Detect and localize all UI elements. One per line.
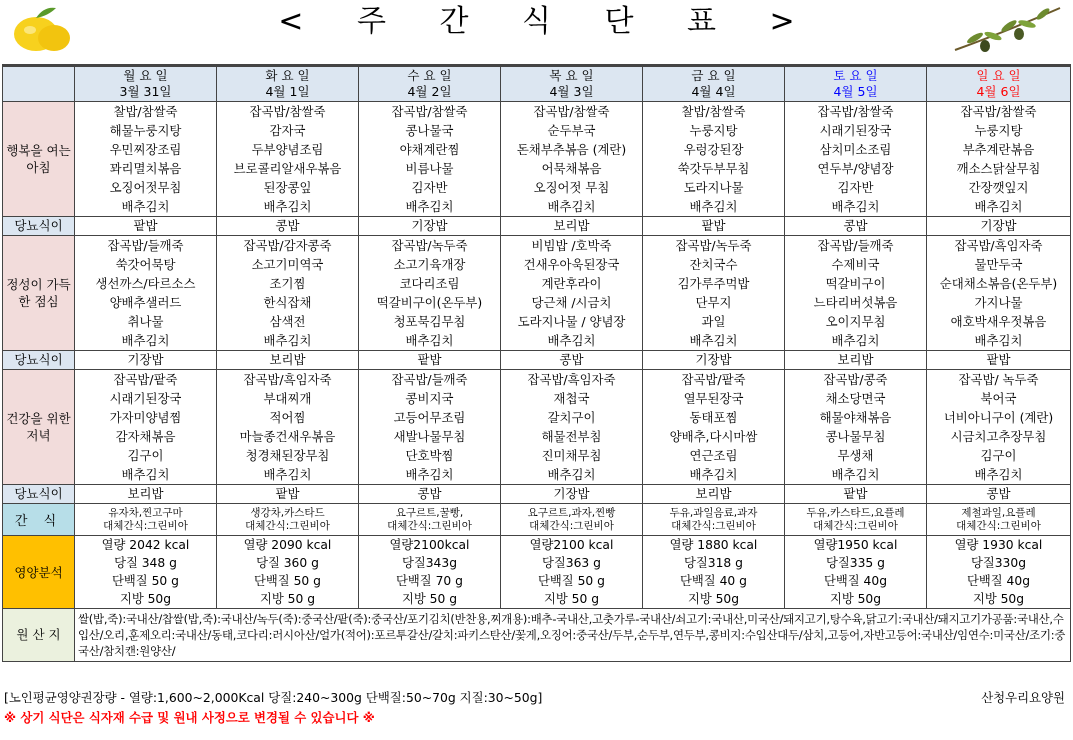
nutrition-cell [359, 536, 501, 609]
dish-item: 된장콩잎 [263, 180, 312, 195]
dish-item: 북어국 [980, 391, 1017, 406]
dinner-sat [785, 370, 927, 485]
carb-value: 당질 348 g [114, 556, 177, 570]
diabetic-cell: 콩밥 [359, 485, 501, 504]
calorie-value: 열량2100 kcal [529, 538, 614, 552]
dinner-row [3, 370, 1071, 485]
dish-item: 코다리조림 [399, 276, 460, 291]
carb-value: 당질335 g [826, 556, 885, 570]
dish-item: 오이지무침 [825, 314, 886, 329]
dish-item: 잡곡밥/흑임자죽 [527, 372, 616, 387]
dish-item: 우민찌장조림 [109, 142, 182, 157]
diabetic-label: 당뇨식이 [3, 217, 75, 236]
calorie-value: 열량1950 kcal [813, 538, 898, 552]
breakfast-sat [785, 102, 927, 217]
dish-item: 양배추샐러드 [109, 295, 182, 310]
snack-cell: 생강차,카스타드 대체간식:그린비아 [217, 504, 359, 536]
diabetic-cell: 팥밥 [927, 351, 1071, 370]
dish-item: 물만두국 [974, 257, 1023, 272]
dinner-thu [501, 370, 643, 485]
fat-value: 지방 50 g [401, 592, 458, 606]
breakfast-tue [217, 102, 359, 217]
dish-item: 오징어젓 무침 [533, 180, 610, 195]
diabetic-cell: 기장밥 [501, 485, 643, 504]
dish-item: 꽈리멸치볶음 [109, 161, 182, 176]
dish-item: 느타리버섯볶음 [813, 295, 898, 310]
day-header-thu: 목 요 일 4월 3일 [501, 66, 643, 102]
day-header-mon: 월 요 일 3월 31일 [75, 66, 217, 102]
dish-item: 잡곡밥/팥죽 [113, 372, 178, 387]
dish-item: 쑥갓어묵탕 [115, 257, 176, 272]
dish-item: 야채계란찜 [399, 142, 460, 157]
organization-name: 산청우리요양원 [981, 690, 1065, 705]
lunch-tue [217, 236, 359, 351]
corner-cell [3, 66, 75, 102]
calorie-value: 열량 2090 kcal [243, 538, 332, 552]
dish-item: 찰밥/참쌀죽 [113, 104, 178, 119]
carb-value: 당질343g [401, 556, 458, 570]
dinner-fri [643, 370, 785, 485]
protein-value: 단백질 50 g [112, 574, 179, 588]
dish-item: 순대채소볶음(온두부) [939, 276, 1058, 291]
dish-item: 가지나물 [974, 295, 1023, 310]
lunch-row [3, 236, 1071, 351]
dish-item: 삼치미소조림 [819, 142, 892, 157]
dish-item: 도라지나물 / 양념장 [517, 314, 626, 329]
dish-item: 열무된장국 [683, 391, 744, 406]
breakfast-wed [359, 102, 501, 217]
dish-item: 오징어젓무침 [109, 180, 182, 195]
dish-item: 배추김치 [831, 199, 880, 214]
dish-item: 배추김치 [547, 333, 596, 348]
dish-item: 떡갈비구이(온두부) [376, 295, 483, 310]
diabetic-cell: 보리밥 [75, 485, 217, 504]
diabetic-cell: 팥밥 [217, 485, 359, 504]
dish-item: 우렁강된장 [683, 142, 744, 157]
diabetic-cell: 보리밥 [501, 217, 643, 236]
dish-item: 부대찌개 [263, 391, 312, 406]
day-header-sat: 토 요 일 4월 5일 [785, 66, 927, 102]
nutrition-cell [75, 536, 217, 609]
olive-branch-icon [945, 2, 1065, 56]
dish-item: 배추김치 [121, 333, 170, 348]
dish-item: 잡곡밥/흑임자죽 [954, 238, 1043, 253]
lunch-mon [75, 236, 217, 351]
dish-item: 삼색전 [269, 314, 306, 329]
dish-item: 해물야채볶음 [819, 410, 892, 425]
dish-item: 배추김치 [405, 467, 454, 482]
dish-item: 무생채 [837, 448, 874, 463]
lemon-icon [6, 2, 76, 56]
dish-item: 배추김치 [689, 333, 738, 348]
dish-item: 잡곡밥/감자콩죽 [243, 238, 332, 253]
diabetic-cell: 기장밥 [643, 351, 785, 370]
dish-item: 한식잡채 [263, 295, 312, 310]
breakfast-fri [643, 102, 785, 217]
dish-item: 시래기된장국 [819, 123, 892, 138]
dish-item: 잡곡밥/녹두죽 [391, 238, 468, 253]
day-header-row [3, 66, 1071, 102]
dish-item: 잡곡밥/참쌀죽 [533, 104, 610, 119]
protein-value: 단백질 40g [967, 574, 1030, 588]
dish-item: 고등어무조림 [393, 410, 466, 425]
diabetic-cell: 보리밥 [785, 351, 927, 370]
page-title: < 주 간 식 단 표 > [278, 4, 817, 39]
dish-item: 잡곡밥/흑임자죽 [243, 372, 332, 387]
diabetic-cell: 기장밥 [75, 351, 217, 370]
dish-item: 배추김치 [547, 199, 596, 214]
dish-item: 배추김치 [689, 467, 738, 482]
dinner-wed [359, 370, 501, 485]
diabetic-cell: 콩밥 [785, 217, 927, 236]
dish-item: 잡곡밥/녹두죽 [675, 238, 752, 253]
dinner-tue [217, 370, 359, 485]
breakfast-row [3, 102, 1071, 217]
lunch-label: 정성이 가득한 점심 [3, 236, 75, 351]
dish-item: 가자미양념찜 [109, 410, 182, 425]
calorie-value: 열량2100kcal [389, 538, 470, 552]
dish-item: 건새우아욱된장국 [523, 257, 620, 272]
dish-item: 청포묵김무침 [393, 314, 466, 329]
dish-item: 잡곡밥/ 녹두죽 [958, 372, 1039, 387]
nutrition-cell [927, 536, 1071, 609]
diabetic-cell: 보리밥 [643, 485, 785, 504]
dish-item: 배추김치 [689, 199, 738, 214]
dish-item: 잡곡밥/콩죽 [823, 372, 888, 387]
dish-item: 잡곡밥/들깨죽 [817, 238, 894, 253]
lunch-diabetic-row [3, 351, 1071, 370]
snack-cell: 두유,카스타드,요플레 대체간식:그린비아 [785, 504, 927, 536]
dish-item: 콩비지국 [405, 391, 454, 406]
dish-item: 깨소스닭살무침 [956, 161, 1041, 176]
dish-item: 김구이 [127, 448, 164, 463]
dish-item: 김구이 [980, 448, 1017, 463]
dish-item: 진미채무침 [541, 448, 602, 463]
protein-value: 단백질 50 g [538, 574, 605, 588]
dish-item: 새발나물무침 [393, 429, 466, 444]
dish-item: 콩나물무침 [825, 429, 886, 444]
diabetic-cell: 팥밥 [75, 217, 217, 236]
lunch-sun [927, 236, 1071, 351]
dish-item: 단호박찜 [405, 448, 454, 463]
dish-item: 비름나물 [405, 161, 454, 176]
protein-value: 단백질 40g [824, 574, 887, 588]
diabetic-label: 당뇨식이 [3, 485, 75, 504]
dish-item: 해물전부침 [541, 429, 602, 444]
nutrition-cell [785, 536, 927, 609]
lunch-wed [359, 236, 501, 351]
dish-item: 김자반 [411, 180, 448, 195]
diabetic-cell: 보리밥 [217, 351, 359, 370]
dish-item: 찰밥/참쌀죽 [681, 104, 746, 119]
snack-cell: 요구르트,꿀빵, 대체간식:그린비아 [359, 504, 501, 536]
dish-item: 도라지나물 [683, 180, 744, 195]
dish-item: 마늘종건새우볶음 [239, 429, 336, 444]
dish-item: 너비아니구이 (계란) [943, 410, 1054, 425]
dish-item: 콩나물국 [405, 123, 454, 138]
nutrition-label: 영양분석 [3, 536, 75, 609]
dish-item: 소고기미역국 [251, 257, 324, 272]
dish-item: 수제비국 [831, 257, 880, 272]
dish-item: 돈채부추볶음 (계란) [516, 142, 627, 157]
dish-item: 계란후라이 [541, 276, 602, 291]
diabetic-label: 당뇨식이 [3, 351, 75, 370]
fat-value: 지방 50 g [259, 592, 316, 606]
diabetic-cell: 팥밥 [785, 485, 927, 504]
dinner-mon [75, 370, 217, 485]
nutrition-standard-note: [노인평균영양권장량 - 열량:1,600~2,000Kcal 당질:240~300g 단백질:50~70g 지질:30~50g] [4, 690, 543, 705]
change-notice: ※ 상기 식단은 식자재 수급 및 원내 사정으로 변경될 수 있습니다 ※ [4, 710, 375, 725]
dish-item: 배추김치 [263, 333, 312, 348]
dish-item: 감자국 [269, 123, 306, 138]
calorie-value: 열량 1880 kcal [669, 538, 758, 552]
dish-item: 잔치국수 [689, 257, 738, 272]
breakfast-diabetic-row [3, 217, 1071, 236]
breakfast-label: 행복을 여는 아침 [3, 102, 75, 217]
snack-cell: 제철과일,요플레 대체간식:그린비아 [927, 504, 1071, 536]
dish-item: 해물누룽지탕 [109, 123, 182, 138]
dinner-label: 건강을 위한 저녁 [3, 370, 75, 485]
dish-item: 배추김치 [547, 467, 596, 482]
dish-item: 채소당면국 [825, 391, 886, 406]
origin-text: 쌀(밥,죽):국내산/찹쌀(밥,죽):국내산/녹두(죽):중국산/팥(죽):중국산/포기김치(반찬용,찌개용):배추-국내산,고춧가루-국내산/쇠고기:국내산,미국산/돼지고기,탕수육,닭고기:국내산/돼지고기가공품:국내산,수입산/오리,훈제오리:국내산/동태,코다리:러시아산/얼가(적어):포르투갈산/갈치:파키스탄산/꽃게,오징어:중국산/두부,순두부,연두부,콩비지:수입산대두/삼치,고등어,자반고등어:국내산/임연수:미국산/조기:중국산/참치캔:원양산/ [75, 609, 1071, 662]
origin-row [3, 609, 1071, 662]
dish-item: 순두부국 [547, 123, 596, 138]
dish-item: 부추계란볶음 [962, 142, 1035, 157]
calorie-value: 열량 2042 kcal [101, 538, 190, 552]
dish-item: 배추김치 [121, 467, 170, 482]
dish-item: 생선까스/타르소스 [95, 276, 196, 291]
fat-value: 지방 50g [972, 592, 1025, 606]
weekly-menu-table [2, 64, 1071, 662]
carb-value: 당질 360 g [256, 556, 319, 570]
protein-value: 단백질 50 g [254, 574, 321, 588]
breakfast-sun [927, 102, 1071, 217]
dish-item: 청경채된장무침 [245, 448, 330, 463]
dish-item: 간장깻잎지 [968, 180, 1029, 195]
carb-value: 당질330g [970, 556, 1027, 570]
dish-item: 잡곡밥/참쌀죽 [960, 104, 1037, 119]
dish-item: 연두부/양념장 [817, 161, 894, 176]
dish-item: 쑥갓두부무침 [677, 161, 750, 176]
snack-label: 간 식 [3, 504, 75, 536]
dish-item: 배추김치 [831, 333, 880, 348]
diabetic-cell: 팥밥 [643, 217, 785, 236]
day-header-fri: 금 요 일 4월 4일 [643, 66, 785, 102]
dish-item: 김자반 [837, 180, 874, 195]
fat-value: 지방 50g [829, 592, 882, 606]
dish-item: 동태포찜 [689, 410, 738, 425]
dish-item: 비빔밥 /호박죽 [531, 238, 612, 253]
dish-item: 잡곡밥/참쌀죽 [817, 104, 894, 119]
dish-item: 배추김치 [405, 199, 454, 214]
dish-item: 감자채볶음 [115, 429, 176, 444]
fat-value: 지방 50 g [543, 592, 600, 606]
dish-item: 누룽지탕 [689, 123, 738, 138]
dinner-diabetic-row [3, 485, 1071, 504]
dish-item: 애호박새우젓볶음 [950, 314, 1047, 329]
dish-item: 연근조림 [689, 448, 738, 463]
calorie-value: 열량 1930 kcal [954, 538, 1043, 552]
diabetic-cell: 기장밥 [927, 217, 1071, 236]
dish-item: 배추김치 [831, 467, 880, 482]
day-header-tue: 화 요 일 4월 1일 [217, 66, 359, 102]
dish-item: 김가루주먹밥 [677, 276, 750, 291]
dish-item: 잡곡밥/들깨죽 [391, 372, 468, 387]
dish-item: 당근채 /시금치 [531, 295, 612, 310]
nutrition-cell [643, 536, 785, 609]
dish-item: 어묵채볶음 [541, 161, 602, 176]
origin-label: 원 산 지 [3, 609, 75, 662]
fat-value: 지방 50g [119, 592, 172, 606]
lunch-fri [643, 236, 785, 351]
dish-item: 두부양념조림 [251, 142, 324, 157]
diabetic-cell: 콩밥 [927, 485, 1071, 504]
nutrition-cell [217, 536, 359, 609]
dish-item: 재첩국 [553, 391, 590, 406]
diabetic-cell: 콩밥 [501, 351, 643, 370]
breakfast-thu [501, 102, 643, 217]
dish-item: 잡곡밥/들깨죽 [107, 238, 184, 253]
dish-item: 잡곡밥/팥죽 [681, 372, 746, 387]
snack-cell: 유자차,찐고구마 대체간식:그린비아 [75, 504, 217, 536]
dish-item: 배추김치 [974, 333, 1023, 348]
dish-item: 배추김치 [974, 199, 1023, 214]
dinner-sun [927, 370, 1071, 485]
protein-value: 단백질 40 g [680, 574, 747, 588]
dish-item: 배추김치 [121, 199, 170, 214]
protein-value: 단백질 70 g [396, 574, 463, 588]
dish-item: 소고기육개장 [393, 257, 466, 272]
dish-item: 시래기된장국 [109, 391, 182, 406]
diabetic-cell: 팥밥 [359, 351, 501, 370]
nutrition-cell [501, 536, 643, 609]
diabetic-cell: 기장밥 [359, 217, 501, 236]
dish-item: 과일 [701, 314, 726, 329]
nutrition-row [3, 536, 1071, 609]
day-header-wed: 수 요 일 4월 2일 [359, 66, 501, 102]
dish-item: 배추김치 [263, 199, 312, 214]
snack-row [3, 504, 1071, 536]
dish-item: 배추김치 [974, 467, 1023, 482]
fat-value: 지방 50g [687, 592, 740, 606]
snack-cell: 요구르트,과자,찐빵 대체간식:그린비아 [501, 504, 643, 536]
dish-item: 누룽지탕 [974, 123, 1023, 138]
dish-item: 잡곡밥/참쌀죽 [391, 104, 468, 119]
dish-item: 떡갈비구이 [825, 276, 886, 291]
dish-item: 양배추,다시마쌈 [669, 429, 758, 444]
lunch-sat [785, 236, 927, 351]
dish-item: 조기찜 [269, 276, 306, 291]
dish-item: 브로콜리알새우볶음 [233, 161, 342, 176]
dish-item: 잡곡밥/참쌀죽 [249, 104, 326, 119]
dish-item: 갈치구이 [547, 410, 596, 425]
dish-item: 배추김치 [263, 467, 312, 482]
snack-cell: 두유,과일음료,과자 대체간식:그린비아 [643, 504, 785, 536]
diabetic-cell: 콩밥 [217, 217, 359, 236]
carb-value: 당질318 g [684, 556, 743, 570]
dish-item: 단무지 [695, 295, 732, 310]
dish-item: 적어찜 [269, 410, 306, 425]
dish-item: 시금치고추장무침 [950, 429, 1047, 444]
dish-item: 취나물 [127, 314, 164, 329]
carb-value: 당질363 g [542, 556, 601, 570]
breakfast-mon [75, 102, 217, 217]
dish-item: 배추김치 [405, 333, 454, 348]
lunch-thu [501, 236, 643, 351]
day-header-sun: 일 요 일 4월 6일 [927, 66, 1071, 102]
